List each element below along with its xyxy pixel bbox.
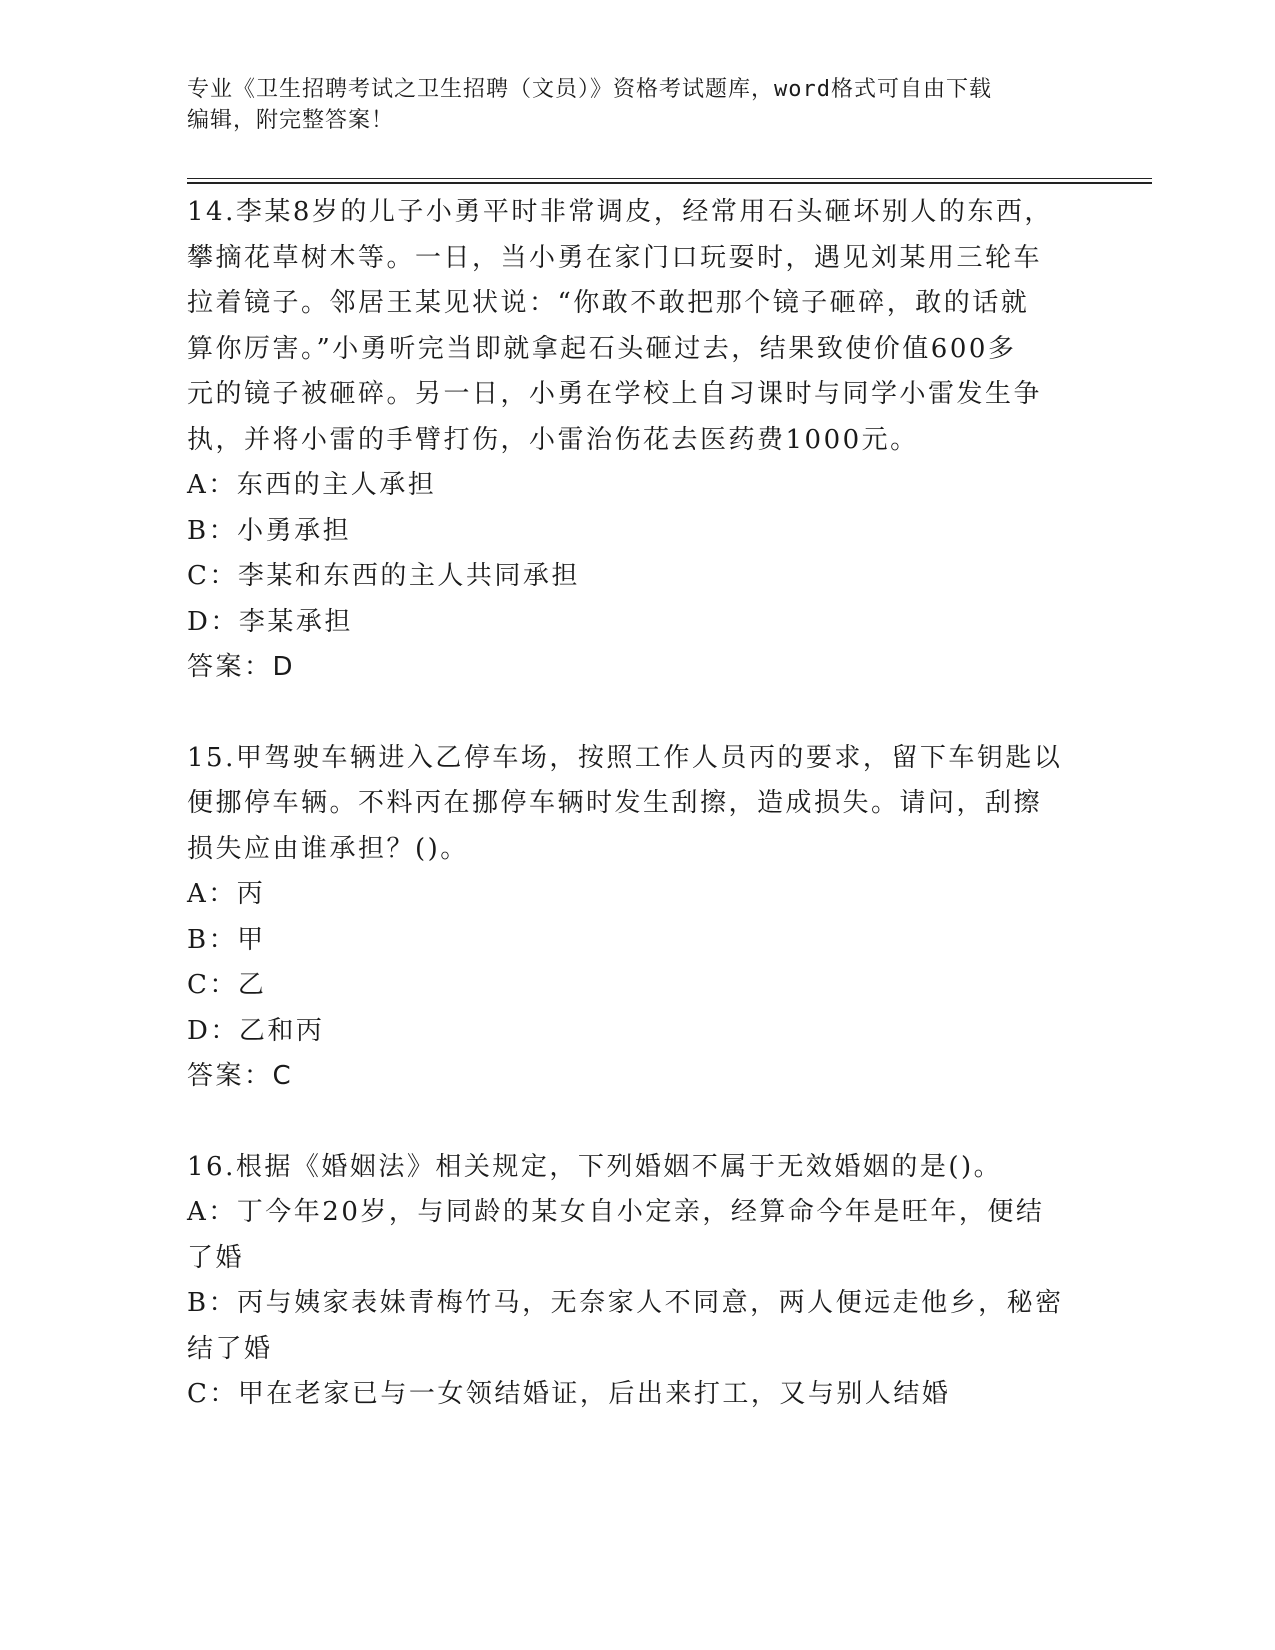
answer-option-line: C：乙 bbox=[187, 970, 267, 1000]
question-text-line: 损失应由谁承担？()。 bbox=[187, 833, 469, 864]
answer-option-line: B：小勇承担 bbox=[187, 515, 352, 546]
question-text-line: 执，并将小雷的手臂打伤，小雷治伤花去医药费1000元。 bbox=[187, 424, 919, 455]
answer-option-line: C：李某和东西的主人共同承担 bbox=[187, 561, 580, 591]
question-spacer bbox=[187, 691, 1087, 736]
question-text-line: 14.李某8岁的儿子小勇平时非常调皮，经常用石头砸坏别人的东西， bbox=[187, 197, 1053, 227]
question-spacer bbox=[187, 1100, 1087, 1145]
answer-option-line: D：乙和丙 bbox=[187, 1015, 325, 1046]
question-text-line: 15.甲驾驶车辆进入乙停车场，按照工作人员丙的要求，留下车钥匙以 bbox=[187, 742, 1063, 773]
answer-option-line: C：甲在老家已与一女领结婚证，后出来打工，又与别人结婚 bbox=[187, 1379, 951, 1409]
question-text-line: 攀摘花草树木等。一日，当小勇在家门口玩耍时，遇见刘某用三轮车 bbox=[187, 242, 1043, 273]
question-text-line: 16.根据《婚姻法》相关规定，下列婚姻不属于无效婚姻的是()。 bbox=[187, 1151, 1003, 1182]
header-divider-thick bbox=[187, 182, 1152, 184]
answer-key: 答案：C bbox=[187, 1061, 294, 1091]
question-text-line: 便挪停车辆。不料丙在挪停车辆时发生刮擦，造成损失。请问，刮擦 bbox=[187, 788, 1043, 818]
answer-key: 答案：D bbox=[187, 652, 296, 682]
header-divider-thin bbox=[187, 178, 1152, 179]
question-block bbox=[187, 1145, 1087, 1418]
header-line-1: 专业《卫生招聘考试之卫生招聘（文员）》资格考试题库，word格式可自由下载 bbox=[187, 77, 992, 102]
question-text-line: 元的镜子被砸碎。另一日，小勇在学校上自习课时与同学小雷发生争 bbox=[187, 379, 1043, 409]
header-line-2: 编辑，附完整答案！ bbox=[187, 108, 395, 133]
question-list bbox=[187, 190, 1087, 1418]
answer-option-line: B：丙与姨家表妹青梅竹马，无奈家人不同意，两人便远走他乡，秘密 bbox=[187, 1288, 1064, 1318]
question-block bbox=[187, 736, 1087, 1100]
answer-option-line: D：李某承担 bbox=[187, 606, 353, 637]
page-header bbox=[187, 74, 1087, 136]
answer-option-line: 了婚 bbox=[187, 1242, 245, 1273]
answer-option-line: A：丁今年20岁，与同龄的某女自小定亲，经算命今年是旺年，便结 bbox=[187, 1197, 1045, 1227]
answer-option-line: A：丙 bbox=[187, 879, 266, 909]
question-block bbox=[187, 190, 1087, 691]
answer-option-line: A：东西的主人承担 bbox=[187, 470, 437, 500]
answer-option-line: 结了婚 bbox=[187, 1333, 273, 1364]
answer-option-line: B：甲 bbox=[187, 924, 266, 955]
question-text-line: 算你厉害。”小勇听完当即就拿起石头砸过去，结果致使价值600多 bbox=[187, 333, 1017, 364]
question-text-line: 拉着镜子。邻居王某见状说：“你敢不敢把那个镜子砸碎，敢的话就 bbox=[187, 288, 1030, 318]
